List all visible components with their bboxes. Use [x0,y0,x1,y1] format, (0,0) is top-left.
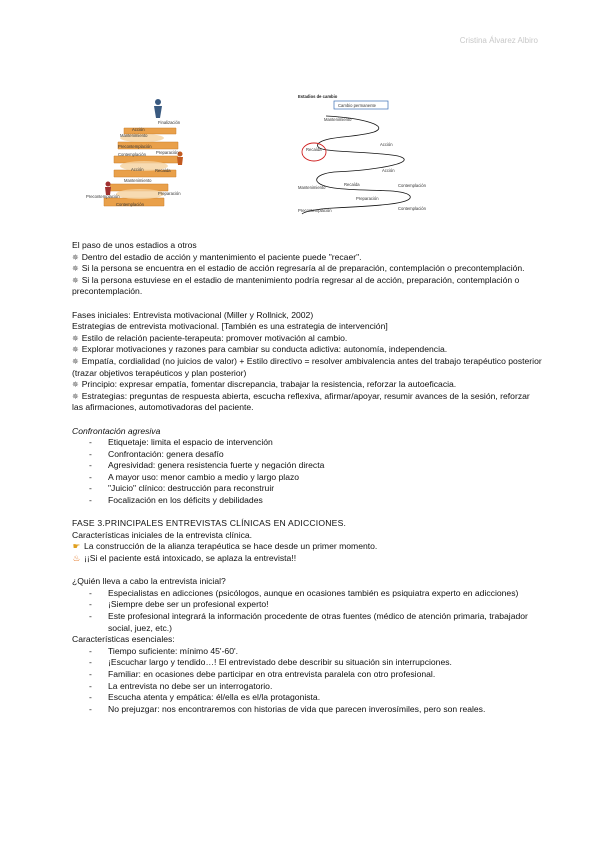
star-icon: ✵ [72,275,79,285]
section4-subtitle: Características iniciales de la entrevista clínica. [72,529,253,540]
star-icon: ✵ [72,264,79,274]
list-item: - ¡Escuchar largo y tendido…! El entrevistado debe describir su situación sin interrupciones. [72,657,542,669]
fig2-title: Estadios de cambio [298,94,338,99]
section3-list [72,437,542,507]
fig2-label-mantenimiento: Mantenimiento [324,117,352,122]
section4-line: ♨ ¡¡Si el paciente está intoxicado, se aplaza la entrevista!! [72,553,297,564]
section2-item: ✵ Estrategias: preguntas de respuesta abierta, escucha reflexiva, afirmar/apoyar, resumir avances de la sesión, reforzar las afirmaciones, automotivadoras del paciente. [72,390,530,413]
list-item: - Confrontación: genera desafío [72,449,542,461]
section4-question: ¿Quién lleva a cabo la entrevista inicial? [72,576,226,587]
section4-title: FASE 3.PRINCIPALES ENTREVISTAS CLÍNICAS EN ADICCIONES. [72,518,347,529]
fig1-label-preparacion: Preparación [156,150,179,155]
fig2-relapse-circle [302,143,326,161]
stages-staircase-figure [84,96,214,218]
fig2-label-mantenimiento-2: Mantenimiento [298,185,326,190]
fig2-label-accion-2: Acción [382,168,395,173]
fig1-label-accion: Acción [132,127,145,132]
fig1-label-mantenimiento: Mantenimiento [120,133,148,138]
fire-icon: ♨ [72,553,81,564]
fig2-label-accion: Acción [380,142,393,147]
section4-line: ☛ La construcción de la alianza terapéutica se hace desde un primer momento. [72,541,378,552]
list-item: - Especialistas en adicciones (psicólogos, aunque en ocasiones también es psiquiatra experto en adicciones) [72,588,542,600]
fig2-label-contemplacion: Contemplación [398,183,426,188]
author-watermark: Cristina Álvarez Albiro [459,36,538,45]
list-item: - Etiquetaje: limita el espacio de intervención [72,437,542,449]
star-icon: ✵ [72,345,79,355]
section2-item: ✵ Explorar motivaciones y razones para cambiar su conducta adictiva: autonomía, independencia. [72,344,448,355]
list-item: - La entrevista no debe ser un interrogatorio. [72,681,542,693]
section2-item: ✵ Estilo de relación paciente-terapeuta: promover motivación al cambio. [72,332,348,343]
document-body [72,240,542,715]
section1-item: ✵ Si la persona se encuentra en el estadio de acción regresaría al de preparación, contemplación o precontemplación. [72,263,525,274]
section2-subtitle: Estrategias de entrevista motivacional. [También es una estrategia de intervención] [72,321,388,332]
section2-item: ✵ Principio: expresar empatía, fomentar discrepancia, trabajar la resistencia, reforzar la autoeficacia. [72,379,457,390]
fig2-label-recaida-2: Recaída [344,182,360,187]
list-item: - "Juicio" clínico: destrucción para reconstruir [72,483,542,495]
list-item: - Escucha atenta y empática: él/ella es el/la protagonista. [72,692,542,704]
fig1-label-recaida: Recaída [155,168,171,173]
section1-title: El paso de unos estadios a otros [72,240,197,250]
fig2-label-precontemplacion: Precontemplación [298,208,332,213]
fig1-label-precontemplacion: Precontemplación [118,144,152,149]
star-icon: ✵ [72,333,79,343]
hand-icon: ☛ [72,541,81,552]
fig1-label-preparacion-2: Preparación [158,191,181,196]
section3-title: Confrontación agresiva [72,425,161,436]
essentials-title: Características esenciales: [72,634,175,645]
section2-item: ✵ Empatía, cordialidad (no juicios de valor) + Estilo directivo = resolver ambivalencia antes del trabajo terapéutico posterior (trazar objetivos terapéuticos y plan posterior) [72,355,542,378]
star-icon: ✵ [72,391,79,401]
list-item: - Agresividad: genera resistencia fuerte y negación directa [72,460,542,472]
list-item: - No prejuzgar: nos encontraremos con historias de vida que parecen inverosímiles, pero son reales. [72,704,542,716]
list-item: - Este profesional integrará la información procedente de otras fuentes (médico de atención primaria, trabajador social, juez, etc.) [72,611,542,634]
star-icon: ✵ [72,380,79,390]
list-item: - ¡Siempre debe ser un profesional experto! [72,599,542,611]
list-item: - Familiar: en ocasiones debe participar en otra entrevista paralela con otro profesional. [72,669,542,681]
list-item: - A mayor uso: menor cambio a medio y largo plazo [72,472,542,484]
section1-item: ✵ Dentro del estadio de acción y mantenimiento el paciente puede "recaer". [72,251,362,262]
who-list [72,588,542,634]
fig2-box-label: Cambio permanente [338,103,376,108]
essentials-list [72,646,542,716]
fig1-label-finalizacion: Finalización [158,120,181,125]
fig2-label-preparacion: Preparación [356,196,379,201]
fig1-label-accion-2: Acción [131,167,144,172]
list-item: - Focalización en los déficits y debilidades [72,495,542,507]
section2-title: Fases iniciales: Entrevista motivacional (Miller y Rollnick, 2002) [72,309,314,320]
fig1-label-contemplacion: Contemplación [118,152,146,157]
star-icon: ✵ [72,356,79,366]
list-item: - Tiempo suficiente: mínimo 45'-60'. [72,646,542,658]
fig1-label-contemplacion-2: Contemplación [116,202,144,207]
fig2-label-recaida: Recaída [306,147,322,152]
star-icon: ✵ [72,252,79,262]
stages-spiral-figure [294,92,436,220]
fig2-label-contemplacion-2: Contemplación [398,206,426,211]
fig1-label-precontemplacion-2: Precontemplación [86,194,120,199]
fig1-label-mantenimiento-2: Mantenimiento [124,178,152,183]
section1-item: ✵ Si la persona estuviese en el estadio de mantenimiento podría regresar al de acción, preparación, contemplación o precontemplación. [72,274,520,297]
